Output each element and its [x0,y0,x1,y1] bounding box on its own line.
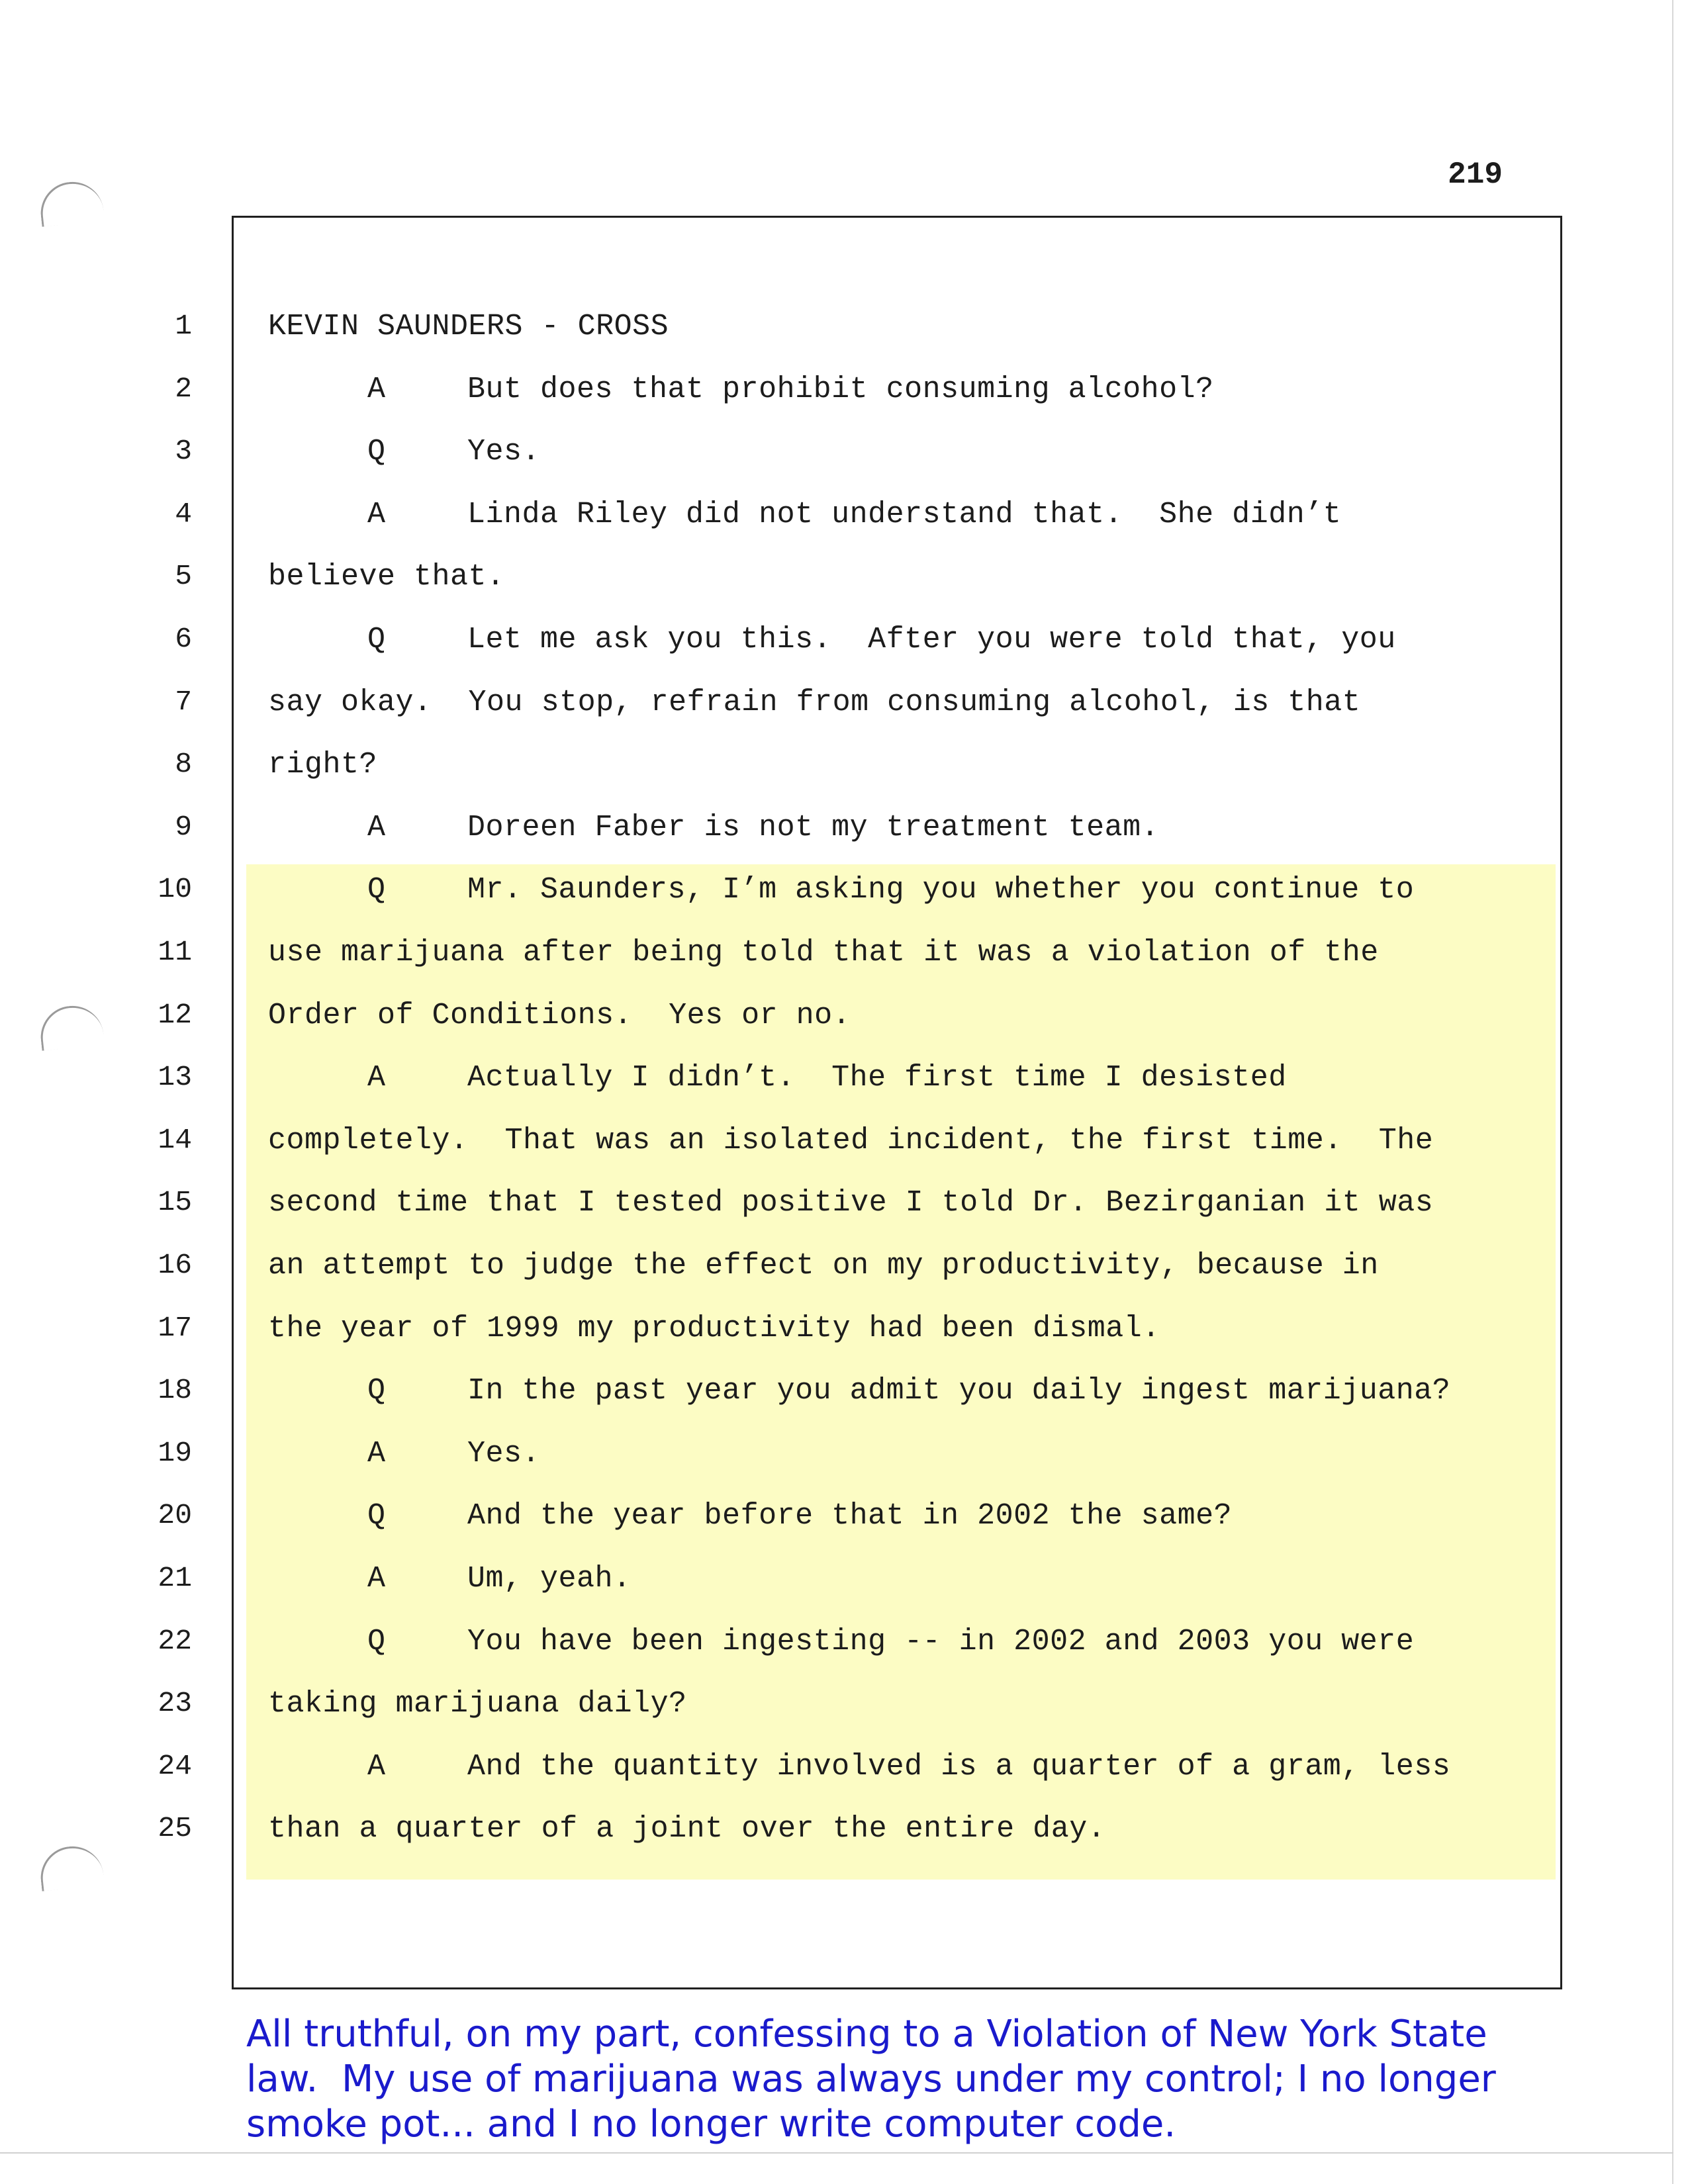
line-content: But does that prohibit consuming alcohol? [467,373,1214,406]
line-content: You have been ingesting -- in 2002 and 2003 you were [467,1625,1415,1659]
line-number: 10 [158,873,192,905]
line-number: 22 [158,1625,192,1657]
transcript-frame [232,216,1562,1989]
speaker-label: A [367,1437,386,1471]
line-number: 20 [158,1499,192,1531]
line-content: Let me ask you this. After you were told that, you [467,623,1396,657]
line-number: 7 [175,686,192,718]
annotation-note [246,2012,1557,2147]
line-number: 6 [175,623,192,655]
line-number: 3 [175,435,192,467]
line-content: believe that. [268,560,505,594]
line-content: an attempt to judge the effect on my productivity, because in [268,1249,1379,1283]
speaker-label: A [367,373,386,406]
transcript-heading [268,310,1566,343]
line-number: 11 [158,936,192,968]
speaker-label: A [367,1562,386,1596]
speaker-label: A [367,1750,386,1784]
line-number: 23 [158,1687,192,1719]
line-content: Actually I didn’t. The first time I desisted [467,1061,1287,1095]
line-number: 15 [158,1186,192,1218]
line-number: 8 [175,748,192,780]
transcript-line [268,1249,1566,1283]
line-content: Yes. [467,435,541,469]
transcript-line [268,748,1566,782]
transcript-line [367,1750,1665,1784]
line-content: KEVIN SAUNDERS - CROSS [268,310,669,343]
speaker-label: A [367,811,386,844]
line-content: Order of Conditions. Yes or no. [268,999,851,1032]
line-number: 17 [158,1312,192,1344]
speaker-label: Q [367,1374,386,1408]
transcript-line [367,1374,1665,1408]
transcript-line [367,1625,1665,1659]
line-content: taking marijuana daily? [268,1687,687,1721]
line-number: 21 [158,1562,192,1594]
page-edge [1672,0,1673,2184]
speaker-label: Q [367,1625,386,1659]
transcript-line [268,999,1566,1032]
transcript-line [268,936,1566,970]
line-number: 9 [175,811,192,843]
line-content: And the year before that in 2002 the same? [467,1499,1233,1533]
line-number: 16 [158,1249,192,1281]
line-content: say okay. You stop, refrain from consuming alcohol, is that [268,686,1361,719]
transcript-line [367,1061,1665,1095]
punch-hole-middle [38,1003,105,1051]
speaker-label: Q [367,1499,386,1533]
line-content: Um, yeah. [467,1562,632,1596]
transcript-line [367,435,1665,469]
line-number: 5 [175,560,192,592]
transcript-line [367,811,1665,844]
speaker-label: Q [367,435,386,469]
line-content: And the quantity involved is a quarter of a gram, less [467,1750,1451,1784]
annotation-line: All truthful, on my part, confessing to a Violation of New York State [246,2013,1487,2056]
line-content: Linda Riley did not understand that. She didn’t [467,498,1342,531]
line-content: Doreen Faber is not my treatment team. [467,811,1160,844]
annotation-line: law. My use of marijuana was always under my control; I no longer [246,2058,1496,2101]
line-number: 19 [158,1437,192,1469]
punch-hole-top [38,179,105,227]
transcript-line [268,1687,1566,1721]
line-content: right? [268,748,378,782]
transcript-line [367,1437,1665,1471]
line-content: second time that I tested positive I told Dr. Bezirganian it was [268,1186,1434,1220]
line-content: completely. That was an isolated incident, the first time. The [268,1124,1434,1158]
speaker-label: Q [367,623,386,657]
transcript-line [367,623,1665,657]
page-number: 219 [1448,158,1503,192]
transcript-line [268,1124,1566,1158]
transcript-line [367,373,1665,406]
line-content: Mr. Saunders, I’m asking you whether you continue to [467,873,1415,907]
transcript-line [268,1186,1566,1220]
transcript-line [367,873,1665,907]
bottom-scan-edge [0,2152,1673,2154]
line-content: In the past year you admit you daily ingest marijuana? [467,1374,1451,1408]
transcript-line [268,1812,1566,1846]
transcript-line [367,1562,1665,1596]
speaker-label: A [367,1061,386,1095]
line-number: 12 [158,999,192,1031]
transcript-line [268,1312,1566,1345]
annotation-line: smoke pot... and I no longer write computer code. [246,2103,1176,2146]
line-number: 14 [158,1124,192,1156]
punch-hole-bottom [38,1843,105,1891]
line-content: than a quarter of a joint over the entire day. [268,1812,1106,1846]
line-number: 1 [175,310,192,342]
line-number: 25 [158,1812,192,1844]
line-content: Yes. [467,1437,541,1471]
line-number: 2 [175,373,192,405]
speaker-label: A [367,498,386,531]
speaker-label: Q [367,873,386,907]
transcript-line [367,1499,1665,1533]
transcript-line [268,686,1566,719]
line-number: 18 [158,1374,192,1406]
line-number: 24 [158,1750,192,1782]
line-number: 13 [158,1061,192,1093]
transcript-line [268,560,1566,594]
line-number: 4 [175,498,192,530]
line-content: the year of 1999 my productivity had been dismal. [268,1312,1160,1345]
line-content: use marijuana after being told that it was a violation of the [268,936,1379,970]
transcript-line [367,498,1665,531]
